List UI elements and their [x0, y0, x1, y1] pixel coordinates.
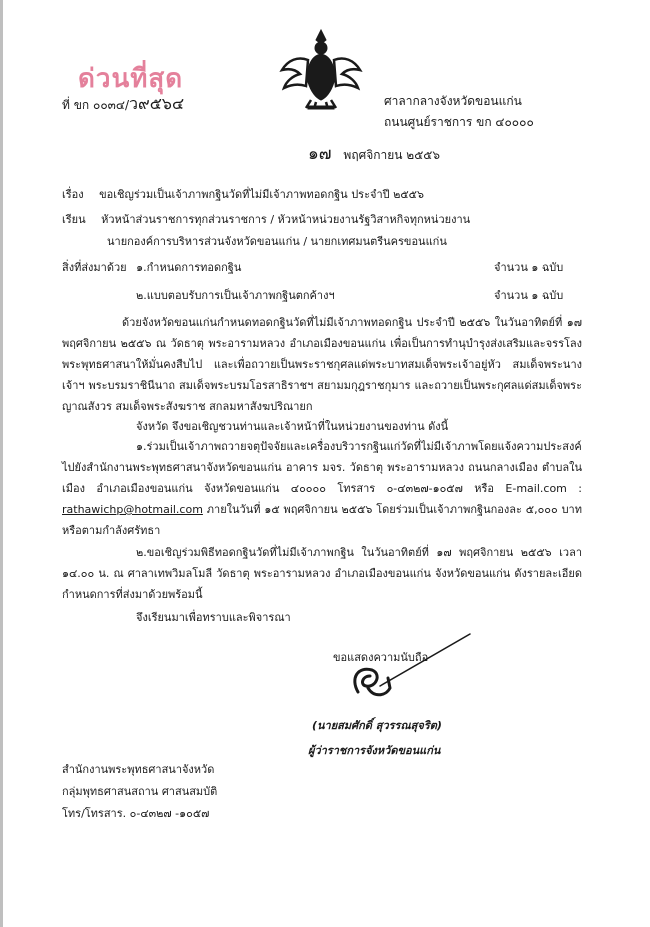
signer-position: ผู้ว่าราชการจังหวัดขอนแก่น	[308, 744, 441, 757]
reference-number	[62, 92, 184, 117]
letter-date	[308, 140, 440, 167]
closing-regards: ขอแสดงความนับถือ	[333, 651, 429, 664]
signer-name: (นายสมศักดิ์ สุวรรณสุจริต)	[312, 719, 442, 732]
enclosure-item-text: ๑.กำหนดการทอดกฐิน	[136, 261, 242, 274]
recipient-label: เรียน	[62, 213, 86, 226]
paragraph-3-text-a: ๑.ร่วมเป็นเจ้าภาพถวายจตุปัจจัยและเครื่องบริวารกฐินแก่วัดที่ไม่มีเจ้าภาพโดยแจ้งความประสงค์ไปยังสำนักงานพระพุทธศาสนาจังหวัดขอนแก่น อาคาร มจร. วัดธาตุ พระอารามหลวง ถนนกลางเมือง ตำบลในเมือง อำเภอเมืองขอนแก่น จังหวัดขอนแก่น ๔๐๐๐๐ โทรสาร ๐-๔๓๒๗-๑๐๕๗ หรือ E-mail.com :	[62, 440, 582, 495]
office-address-line1: ศาลากลางจังหวัดขอนแก่น	[384, 94, 522, 108]
recipient-text1: หัวหน้าส่วนราชการทุกส่วนราชการ / หัวหน้าหน่วยงานรัฐวิสาหกิจทุกหน่วยงาน	[101, 213, 471, 226]
reference-handwritten: ว๙๕๖๔	[128, 94, 185, 113]
footer-office-line1: สำนักงานพระพุทธศาสนาจังหวัด	[62, 763, 215, 776]
recipient-line1	[62, 210, 470, 228]
handwritten-signature	[340, 630, 480, 710]
scan-edge-line	[0, 0, 3, 927]
email-link[interactable]: rathawichp@hotmail.com	[62, 503, 203, 516]
garuda-emblem	[278, 26, 364, 112]
footer-office-line2: กลุ่มพุทธศาสนสถาน ศาสนสมบัติ	[62, 785, 218, 798]
date-day-handwritten: ๑๗	[308, 144, 332, 164]
footer-phone-fax: โทร/โทรสาร. ๐-๔๓๒๗ -๑๐๕๗	[62, 807, 210, 820]
enclosure-item-qty: จำนวน ๑ ฉบับ	[494, 289, 564, 302]
urgent-stamp: ด่วนที่สุด	[78, 64, 184, 94]
body-paragraph-4: ๒.ขอเชิญร่วมพิธีทอดกฐินวัดที่ไม่มีเจ้าภาพกฐิน ในวันอาทิตย์ที่ ๑๗ พฤศจิกายน ๒๕๕๖ เวลา ๑๔.๐๐ น. ณ ศาลาเทพวิมลโมลี วัดธาตุ พระอารามหลวง อำเภอเมืองขอนแก่น จังหวัดขอนแก่น ดังรายละเอียดกำหนดการที่ส่งมาด้วยพร้อมนี้	[62, 546, 582, 601]
subject-line	[62, 185, 424, 203]
reference-prefix: ที่ ขก ๐๐๓๔/	[62, 98, 129, 112]
paragraph-3-text-b: ภายในวันที่ ๑๕ พฤศจิกายน ๒๕๕๖ โดยร่วมเป็นเจ้าภาพกฐินกองละ ๕,๐๐๐ บาท หรือตามกำลังศรัทธา	[62, 503, 582, 537]
enclosure-item-qty: จำนวน ๑ ฉบับ	[494, 261, 564, 274]
office-address-line2: ถนนศูนย์ราชการ ขก ๔๐๐๐๐	[384, 115, 534, 129]
body-paragraph-1: ด้วยจังหวัดขอนแก่นกำหนดทอดกฐินวัดที่ไม่มีเจ้าภาพทอดกฐิน ประจำปี ๒๕๕๖ ในวันอาทิตย์ที่ ๑๗ พฤศจิกายน ๒๕๕๖ ณ วัดธาตุ พระอารามหลวง อำเภอเมืองขอนแก่น เพื่อเป็นการทำนุบำรุงส่งเสริมและจรรโลงพระพุทธศาสนาให้มั่นคงสืบไป และเพื่อถวายเป็นพระราชกุศลแด่พระบาทสมเด็จพระเจ้าอยู่หัว สมเด็จพระนางเจ้าฯ พระบรมราชินีนาถ สมเด็จพระบรมโอรสาธิราชฯ สยามมกุฎราชกุมาร และถวายเป็นพระกุศลแด่สมเด็จพระญาณสังวร สมเด็จพระสังฆราช สกลมหาสังฆปริณายก	[62, 316, 582, 413]
closing-request: จึงเรียนมาเพื่อทราบและพิจารณา	[136, 611, 291, 624]
subject-label: เรื่อง	[62, 188, 84, 201]
enclosure-row-1	[62, 258, 241, 276]
recipient-line2: นายกองค์การบริหารส่วนจังหวัดขอนแก่น / นายกเทศมนตรีนครขอนแก่น	[107, 235, 447, 248]
subject-text: ขอเชิญร่วมเป็นเจ้าภาพกฐินวัดที่ไม่มีเจ้าภาพทอดกฐิน ประจำปี ๒๕๕๖	[99, 188, 424, 201]
body-paragraph-3	[62, 436, 582, 541]
enclosure-item-text: ๒.แบบตอบรับการเป็นเจ้าภาพกฐินตกค้างฯ	[136, 289, 335, 302]
body-paragraph-2: จังหวัด จึงขอเชิญชวนท่านและเจ้าหน้าที่ในหน่วยงานของท่าน ดังนี้	[136, 420, 449, 433]
date-month-year: พฤศจิกายน ๒๕๕๖	[343, 148, 440, 162]
enclosure-label: สิ่งที่ส่งมาด้วย	[62, 261, 127, 274]
